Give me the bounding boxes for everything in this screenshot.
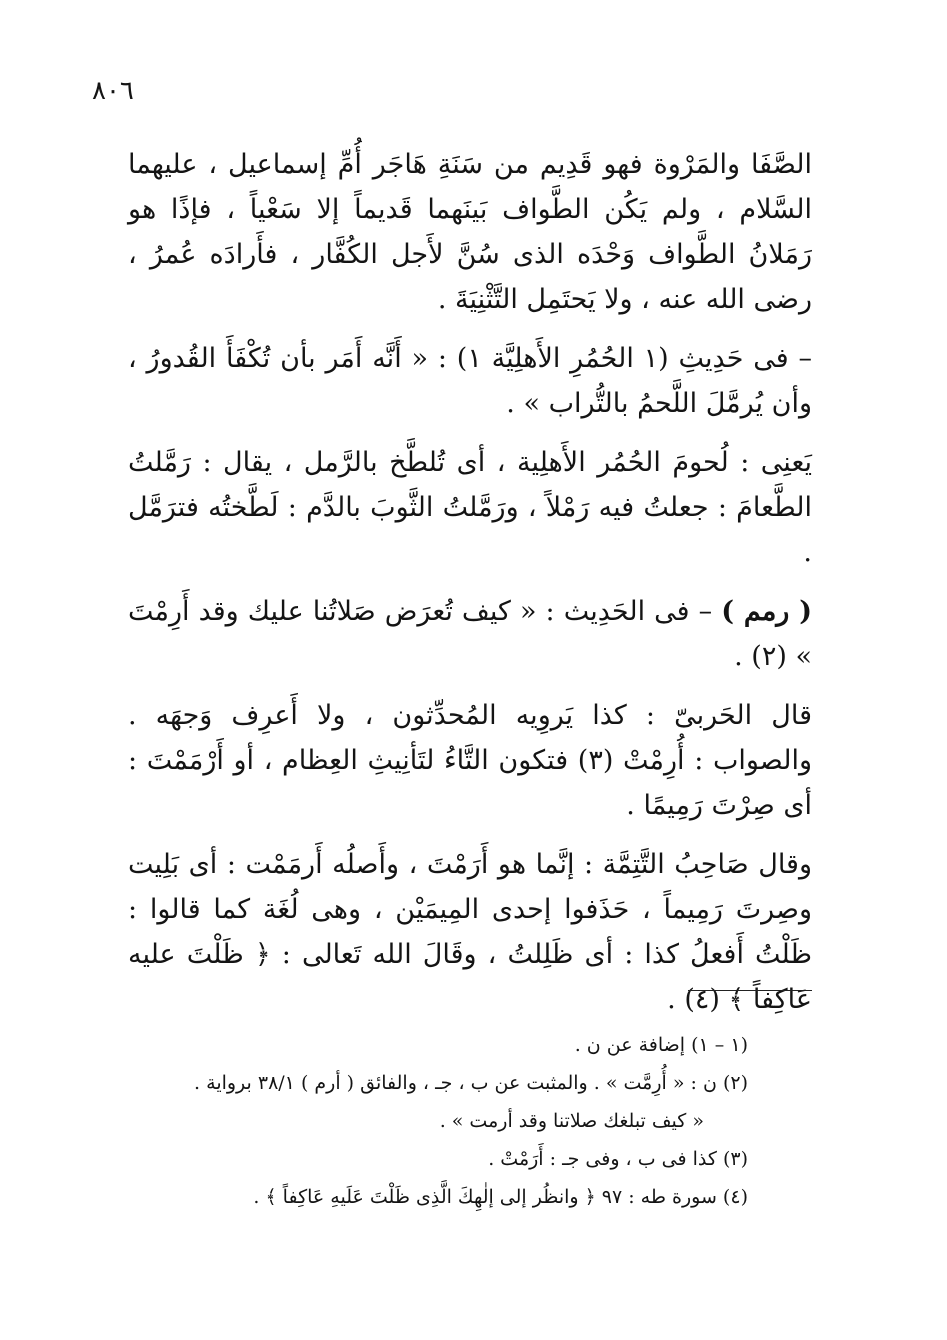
footnote-divider [688,990,812,991]
page-number: ٨٠٦ [92,76,134,106]
paragraph-1: الصَّفَا والمَرْوة فهو قَدِيم من سَنَةِ هَاجَر أُمِّ إسماعيل ، عليهما السَّلام ، ولم يَكُن الطَّواف بَينَهما قَديماً إلا سَعْياً ، فإذًا هو رَمَلانُ الطَّواف وَحْدَه الذى سُنَّ لأَجل الكُفَّار ، فأَرادَه عُمرُ ، رضى الله عنه ، ولا يَحتَمِل التَّثْنِيَةَ . [128,149,812,315]
footnote-2-continued: « كيف تبلغك صلاتنا وقد أرمت » . [439,1110,704,1132]
paragraph-6: وقال صَاحِبُ التَّتِمَّة : إنَّما هو أَرَمْتَ ، وأَصلُه أَرمَمْت : أى بَلِيت وصِرتَ رَمِيماً ، حَذَفوا إحدى المِيمَيْن ، وهى لُغَة كما قالوا : ظَلْتُ أَفعلُ كذا : أى ظَلِلتُ ، وقَالَ الله تَعالى : ﴿ ظَلْتَ عليه عَاكِفاً ﴾ (٤) . [128,849,812,1015]
footnote-1: (١ – ١) إضافة عن ن . [574,1034,748,1056]
paragraph-2: – فى حَدِيثِ (١ الحُمُرِ الأَهلِيَّة ١) : « أَنَّه أَمَر بأن تُكْفَأَ القُدورُ ، وأن يُرمَّلَ اللَّحمُ بالتُّراب » . [128,343,812,419]
footnote-2: (٢) ن : « أُرِمَّت » . والمثبت عن ب ، جـ ، والفائق ( أرم ) ٣٨/١ برواية . [194,1072,748,1094]
footnote-3: (٣) كذا فى ب ، وفى جـ : أَرَمْتْ . [488,1148,748,1170]
paragraph-3: يَعنِى : لُحومَ الحُمُر الأَهلِية ، أى تُلطَّخ بالرَّمل ، يقال : رَمَّلتُ الطَّعامَ : جعلتُ فيه رَمْلاً ، ورَمَّلتُ الثَّوبَ بالدَّم : لَطَّختُه فترَمَّل . [128,447,812,568]
footnotes [128,1026,748,1216]
footnote-4: (٤) سورة طه : ٩٧ ﴿ وانظُر إلى إلٰهِكَ الَّذِى ظَلْتَ عَلَيهِ عَاكِفاً ﴾ . [253,1186,748,1208]
paragraph-4-text: – فى الحَدِيث : « كيف تُعرَض صَلاتُنا عليك وقد أَرِمْتَ » (٢) . [128,596,812,672]
main-text [128,142,812,1036]
entry-marker: ( رمم ) [721,596,812,627]
paragraph-5: قال الحَربىّ : كذا يَروِيه المُحدِّثون ، ولا أَعرِف وَجهَه . والصواب : أُرِمْتْ (٣) فتكون التَّاءُ لتَأنِيثِ العِظام ، أو أَرْمَمْتَ : أى صِرْتَ رَمِيمًا . [128,700,812,821]
paragraph-4 [128,589,812,679]
